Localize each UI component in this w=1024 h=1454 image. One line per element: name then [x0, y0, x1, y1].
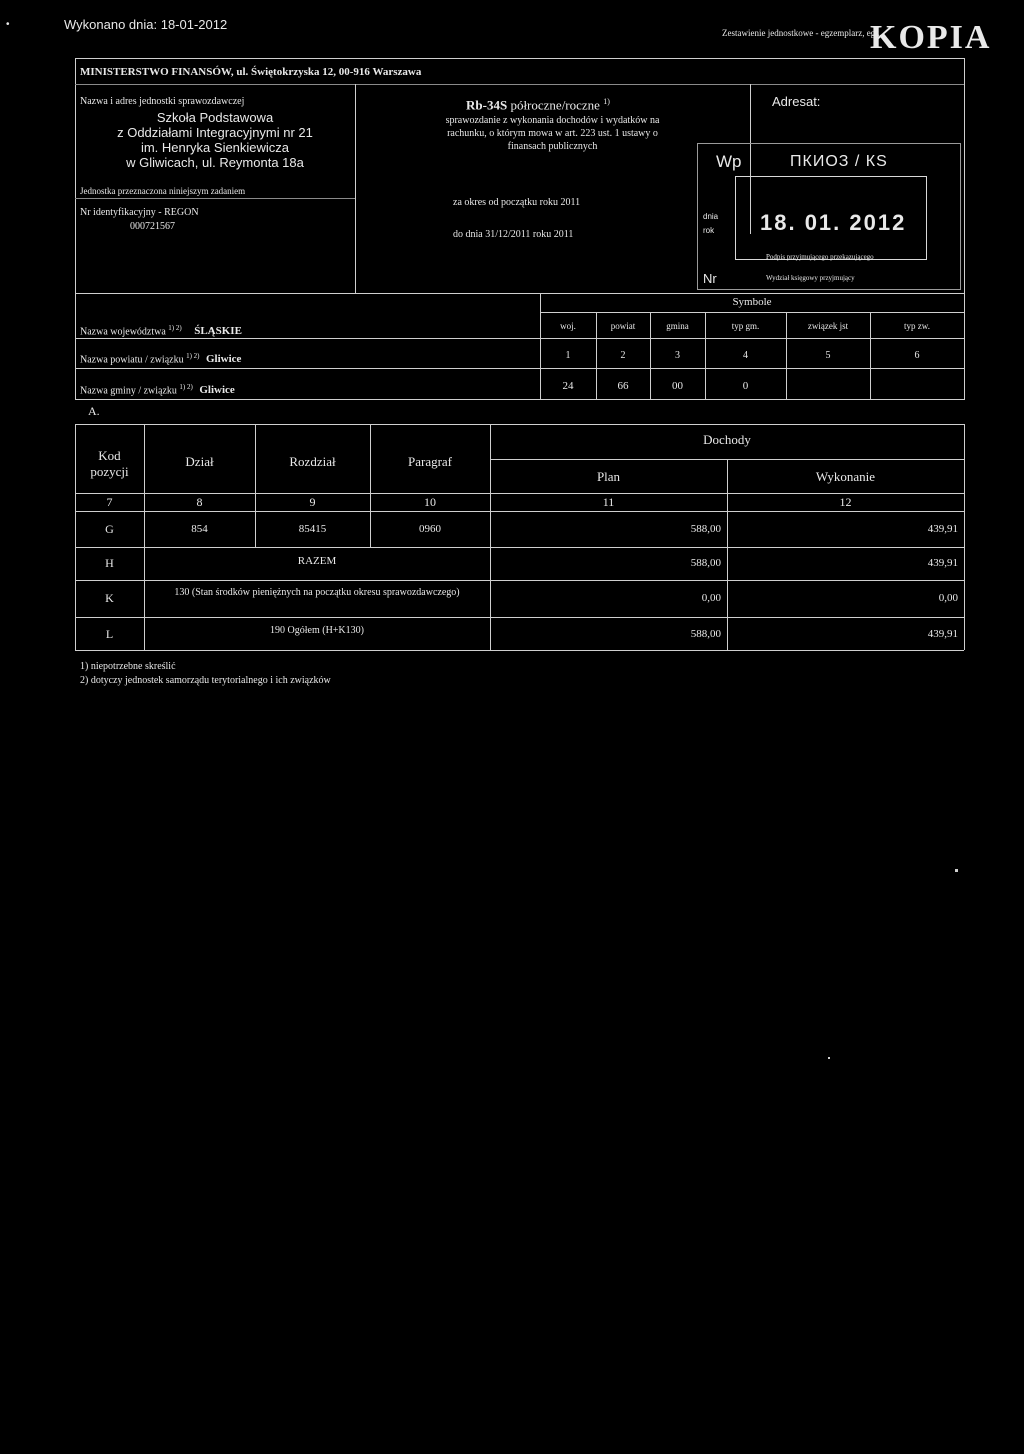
unit-label: Nazwa i adres jednostki sprawozdawczej: [80, 96, 245, 107]
col-header-paragraf: Paragraf: [407, 454, 453, 469]
unit-name-line-4: w Gliwicach, ul. Reymonta 18a: [126, 155, 304, 170]
col-header-dzial: Dział: [185, 454, 214, 469]
row-g-wykonanie: 439,91: [927, 523, 958, 535]
frame-right-top: [964, 58, 965, 293]
row-h-plan: 588,00: [690, 557, 721, 569]
unit-regon-divider: [75, 198, 355, 199]
row-l-kod: L: [105, 627, 114, 641]
col-num-7: 7: [106, 495, 113, 509]
sym-num-6: 6: [914, 350, 920, 361]
row-g-dzial: 854: [191, 523, 208, 535]
stamp-caption: Podpis przyjmującego przekazującego: [766, 253, 874, 261]
row-k-wykonanie: 0,00: [938, 592, 958, 604]
col-num-8: 8: [196, 495, 203, 509]
row-k-plan: 0,00: [701, 592, 721, 604]
sym-value-powiat: 66: [617, 380, 629, 392]
sym-header-typ-gm: typ gm.: [731, 321, 760, 331]
sym-num-5: 5: [825, 350, 831, 361]
printed-date: Wykonano dnia: 18-01-2012: [64, 17, 228, 32]
table-row-h-line: [75, 580, 964, 581]
col-num-11: 11: [602, 495, 615, 509]
report-title: [466, 95, 610, 111]
report-desc-line-1: sprawozdanie z wykonania dochodów i wydatków na: [445, 115, 660, 126]
sym-num-2: 2: [620, 350, 626, 361]
report-code: Rb-34S: [466, 97, 508, 113]
unit-name-line-1: Szkoła Podstawowa: [156, 110, 274, 125]
ministry-line: MINISTERSTWO FINANSÓW, ul. Świętokrzyska 12, 00-916 Warszawa: [80, 66, 422, 78]
row-l-text: 190 Ogółem (H+K130): [270, 625, 364, 636]
voivodeship-label: Nazwa województwa: [80, 326, 166, 338]
table-numbers-line: [75, 511, 964, 512]
sym-num-1: 1: [565, 350, 571, 361]
stamp-side-2: rok: [703, 226, 715, 235]
col-num-12: 12: [839, 495, 852, 509]
table-top-line: [75, 424, 964, 425]
table-col-paragraf: [490, 424, 491, 650]
commune-value: Gliwice: [199, 384, 235, 397]
unit-name: [80, 110, 350, 170]
territory-top-line: [75, 293, 964, 294]
sym-header-powiat: powiat: [610, 321, 636, 331]
col-header-kod-line-1: Kod: [98, 448, 121, 463]
ministry-divider: [75, 84, 964, 85]
report-description: [360, 114, 745, 153]
copy-stamp: KOPIA: [870, 19, 992, 56]
regon-value: 000721567: [130, 221, 175, 232]
col-header-rozdzial: Rozdział: [289, 454, 336, 469]
sym-header-woj: woj.: [560, 321, 576, 331]
row-county-line: [75, 368, 964, 369]
report-desc-line-2: rachunku, o którym mowa w art. 223 ust. 1 ustawy o: [447, 128, 658, 139]
row-g-plan: 588,00: [690, 523, 721, 535]
commune-label: Nazwa gminy / związku: [80, 385, 177, 397]
voivodeship-marker: 1) 2): [168, 324, 182, 332]
sym-num-4: 4: [743, 350, 748, 361]
col-header-kod-line-2: pozycji: [90, 464, 129, 479]
col-num-10: 10: [424, 495, 436, 509]
sym-value-gmina: 00: [672, 380, 683, 392]
symbols-title-line: [540, 312, 964, 313]
frame-left-top: [75, 58, 76, 293]
table-col-plan: [727, 459, 728, 650]
sym-header-zwiazek: związek jst: [807, 321, 849, 331]
row-h-text: RAZEM: [297, 555, 337, 567]
table-row-g-line: [75, 547, 964, 548]
bullet-mark: •: [6, 19, 10, 30]
row-k-text: 130 (Stan środków pieniężnych na początku okresu sprawozdawczego): [174, 587, 460, 598]
county-row: [80, 350, 241, 366]
report-desc-line-3: finansach publicznych: [507, 141, 598, 152]
table-bottom-line: [75, 650, 964, 651]
col-num-9: 9: [309, 495, 316, 509]
footnote-2: 2) dotyczy jednostek samorządu terytorialnego i ich związków: [80, 675, 331, 686]
row-l-wykonanie: 439,91: [927, 628, 958, 640]
stamp-code: ПКИОЗ / КS: [790, 153, 888, 170]
report-note-marker: 1): [603, 97, 610, 106]
row-g-rozdzial: 85415: [298, 523, 327, 535]
unit-overprint: Jednostka przeznaczona niniejszym zadaniem: [80, 186, 246, 196]
unit-name-line-3: im. Henryka Sienkiewicza: [140, 140, 290, 155]
col-header-dochody: Dochody: [703, 432, 751, 447]
stray-dot-2: [828, 1057, 830, 1059]
territory-right-line: [964, 293, 965, 400]
county-label: Nazwa powiatu / związku: [80, 354, 184, 366]
row-g-kod: G: [105, 522, 114, 536]
voivodeship-row: [80, 322, 242, 338]
table-row-k-line: [75, 617, 964, 618]
commune-row: [80, 381, 235, 397]
county-marker: 1) 2): [186, 352, 200, 360]
table-col-right: [964, 424, 965, 650]
row-h-wykonanie: 439,91: [927, 557, 958, 569]
stamp-date: 18. 01. 2012: [760, 210, 907, 235]
sym-header-gmina: gmina: [666, 321, 689, 331]
county-value: Gliwice: [206, 353, 242, 366]
unit-divider: [355, 84, 356, 293]
territory-left-line: [75, 293, 76, 400]
stamp-side-1: dnia: [703, 212, 719, 221]
footnote-1: 1) niepotrzebne skreślić: [80, 661, 176, 672]
symbols-title: Symbole: [732, 296, 772, 308]
stamp-nr: Nr: [703, 271, 717, 286]
period-from: za okres od początku roku 2011: [453, 197, 581, 208]
row-commune-line: [75, 399, 964, 400]
row-l-plan: 588,00: [690, 628, 721, 640]
col-header-wykonanie: Wykonanie: [815, 469, 876, 484]
table-header-line: [75, 493, 964, 494]
copy-label: Zestawienie jednostkowe - egzemplarz, egz.: [722, 28, 882, 38]
row-h-kod: H: [105, 556, 114, 570]
stamp-bottom: Wydział księgowy przyjmujący: [766, 274, 855, 282]
sym-value-typ-gm: 0: [742, 380, 749, 392]
period-to: do dnia 31/12/2011 roku 2011: [453, 229, 574, 240]
report-code-suffix: półroczne/roczne: [510, 97, 600, 113]
stray-dot-1: [955, 869, 958, 872]
row-g-paragraf: 0960: [419, 523, 441, 535]
sym-num-3: 3: [675, 350, 680, 361]
row-k-kod: K: [105, 591, 114, 605]
stamp-prefix: Wp: [716, 152, 742, 171]
frame-top: [75, 58, 964, 59]
col-header-kod: [75, 448, 144, 480]
sym-header-typ-zw: typ zw.: [904, 321, 930, 331]
col-header-plan: Plan: [596, 469, 621, 484]
section-a-label: A.: [88, 404, 100, 418]
voivodeship-value: ŚLĄSKIE: [194, 325, 242, 338]
regon-label: Nr identyfikacyjny - REGON: [80, 207, 199, 218]
commune-marker: 1) 2): [179, 383, 193, 391]
sym-value-woj: 24: [562, 380, 574, 392]
unit-name-line-2: z Oddziałami Integracyjnymi nr 21: [117, 125, 313, 140]
addressee-label: Adresat:: [772, 94, 821, 109]
